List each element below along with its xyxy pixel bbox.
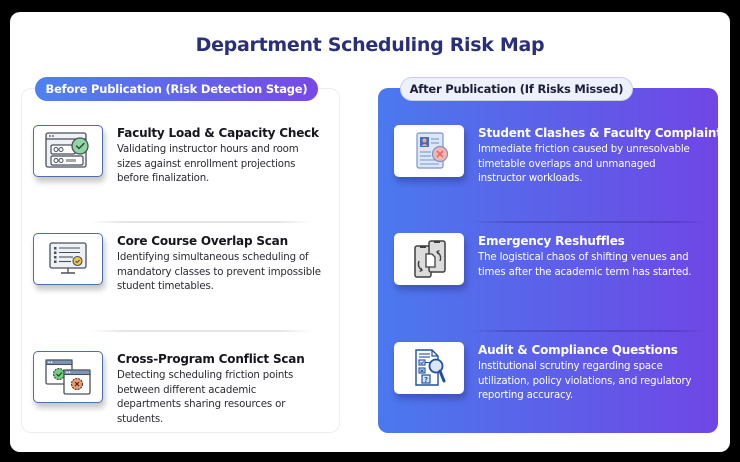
after-item-student-clashes [394,125,729,187]
item-heading: Core Course Overlap Scan [117,234,288,248]
item-heading: Faculty Load & Capacity Check [117,126,319,140]
after-publication-label: After Publication (If Risks Missed) [400,77,633,101]
separator [90,221,312,223]
before-item-core-course-overlap [33,233,322,295]
separator [90,330,312,332]
item-heading: Student Clashes & Faculty Complaints [478,126,729,140]
monitor-list-check-icon [33,233,103,285]
separator [472,221,708,223]
after-item-emergency-reshuffles [394,233,706,285]
separator [472,330,708,332]
item-description: The logistical chaos of shifting venues and times after the academic term has started. [478,252,692,278]
before-item-cross-program-conflict [33,351,305,427]
item-text [478,343,708,404]
item-description: Detecting scheduling friction points between different academic departments sharing resources or students. [117,370,294,425]
windows-gear-conflict-icon [33,351,103,403]
item-description: Identifying simultaneous scheduling of mandatory classes to prevent impossible student timetables. [117,252,321,292]
item-heading: Cross-Program Conflict Scan [117,352,305,366]
page-title: Department Scheduling Risk Map [195,34,545,56]
before-publication-label: Before Publication (Risk Detection Stage) [35,77,318,101]
item-text [117,234,322,295]
after-item-audit-compliance [394,342,708,404]
infographic-card [10,12,730,452]
item-text [478,234,706,285]
item-text [478,126,729,187]
phone-transfer-icon [394,233,464,285]
item-text [117,352,305,427]
audit-search-icon [394,342,464,394]
item-description: Immediate friction caused by unresolvable timetable overlaps and unmanaged instructor workloads. [478,144,690,184]
item-text [117,126,319,187]
item-heading: Audit & Compliance Questions [478,343,678,357]
profile-reject-icon [394,125,464,177]
svg-text:?: ? [423,376,429,384]
before-item-faculty-load [33,125,319,187]
item-heading: Emergency Reshuffles [478,234,625,248]
item-description: Validating instructor hours and room sizes against enrollment projections before finalization. [117,144,299,184]
item-description: Institutional scrutiny regarding space utilization, policy violations, and regulatory reporting accuracy. [478,361,692,401]
server-check-icon [33,125,103,177]
